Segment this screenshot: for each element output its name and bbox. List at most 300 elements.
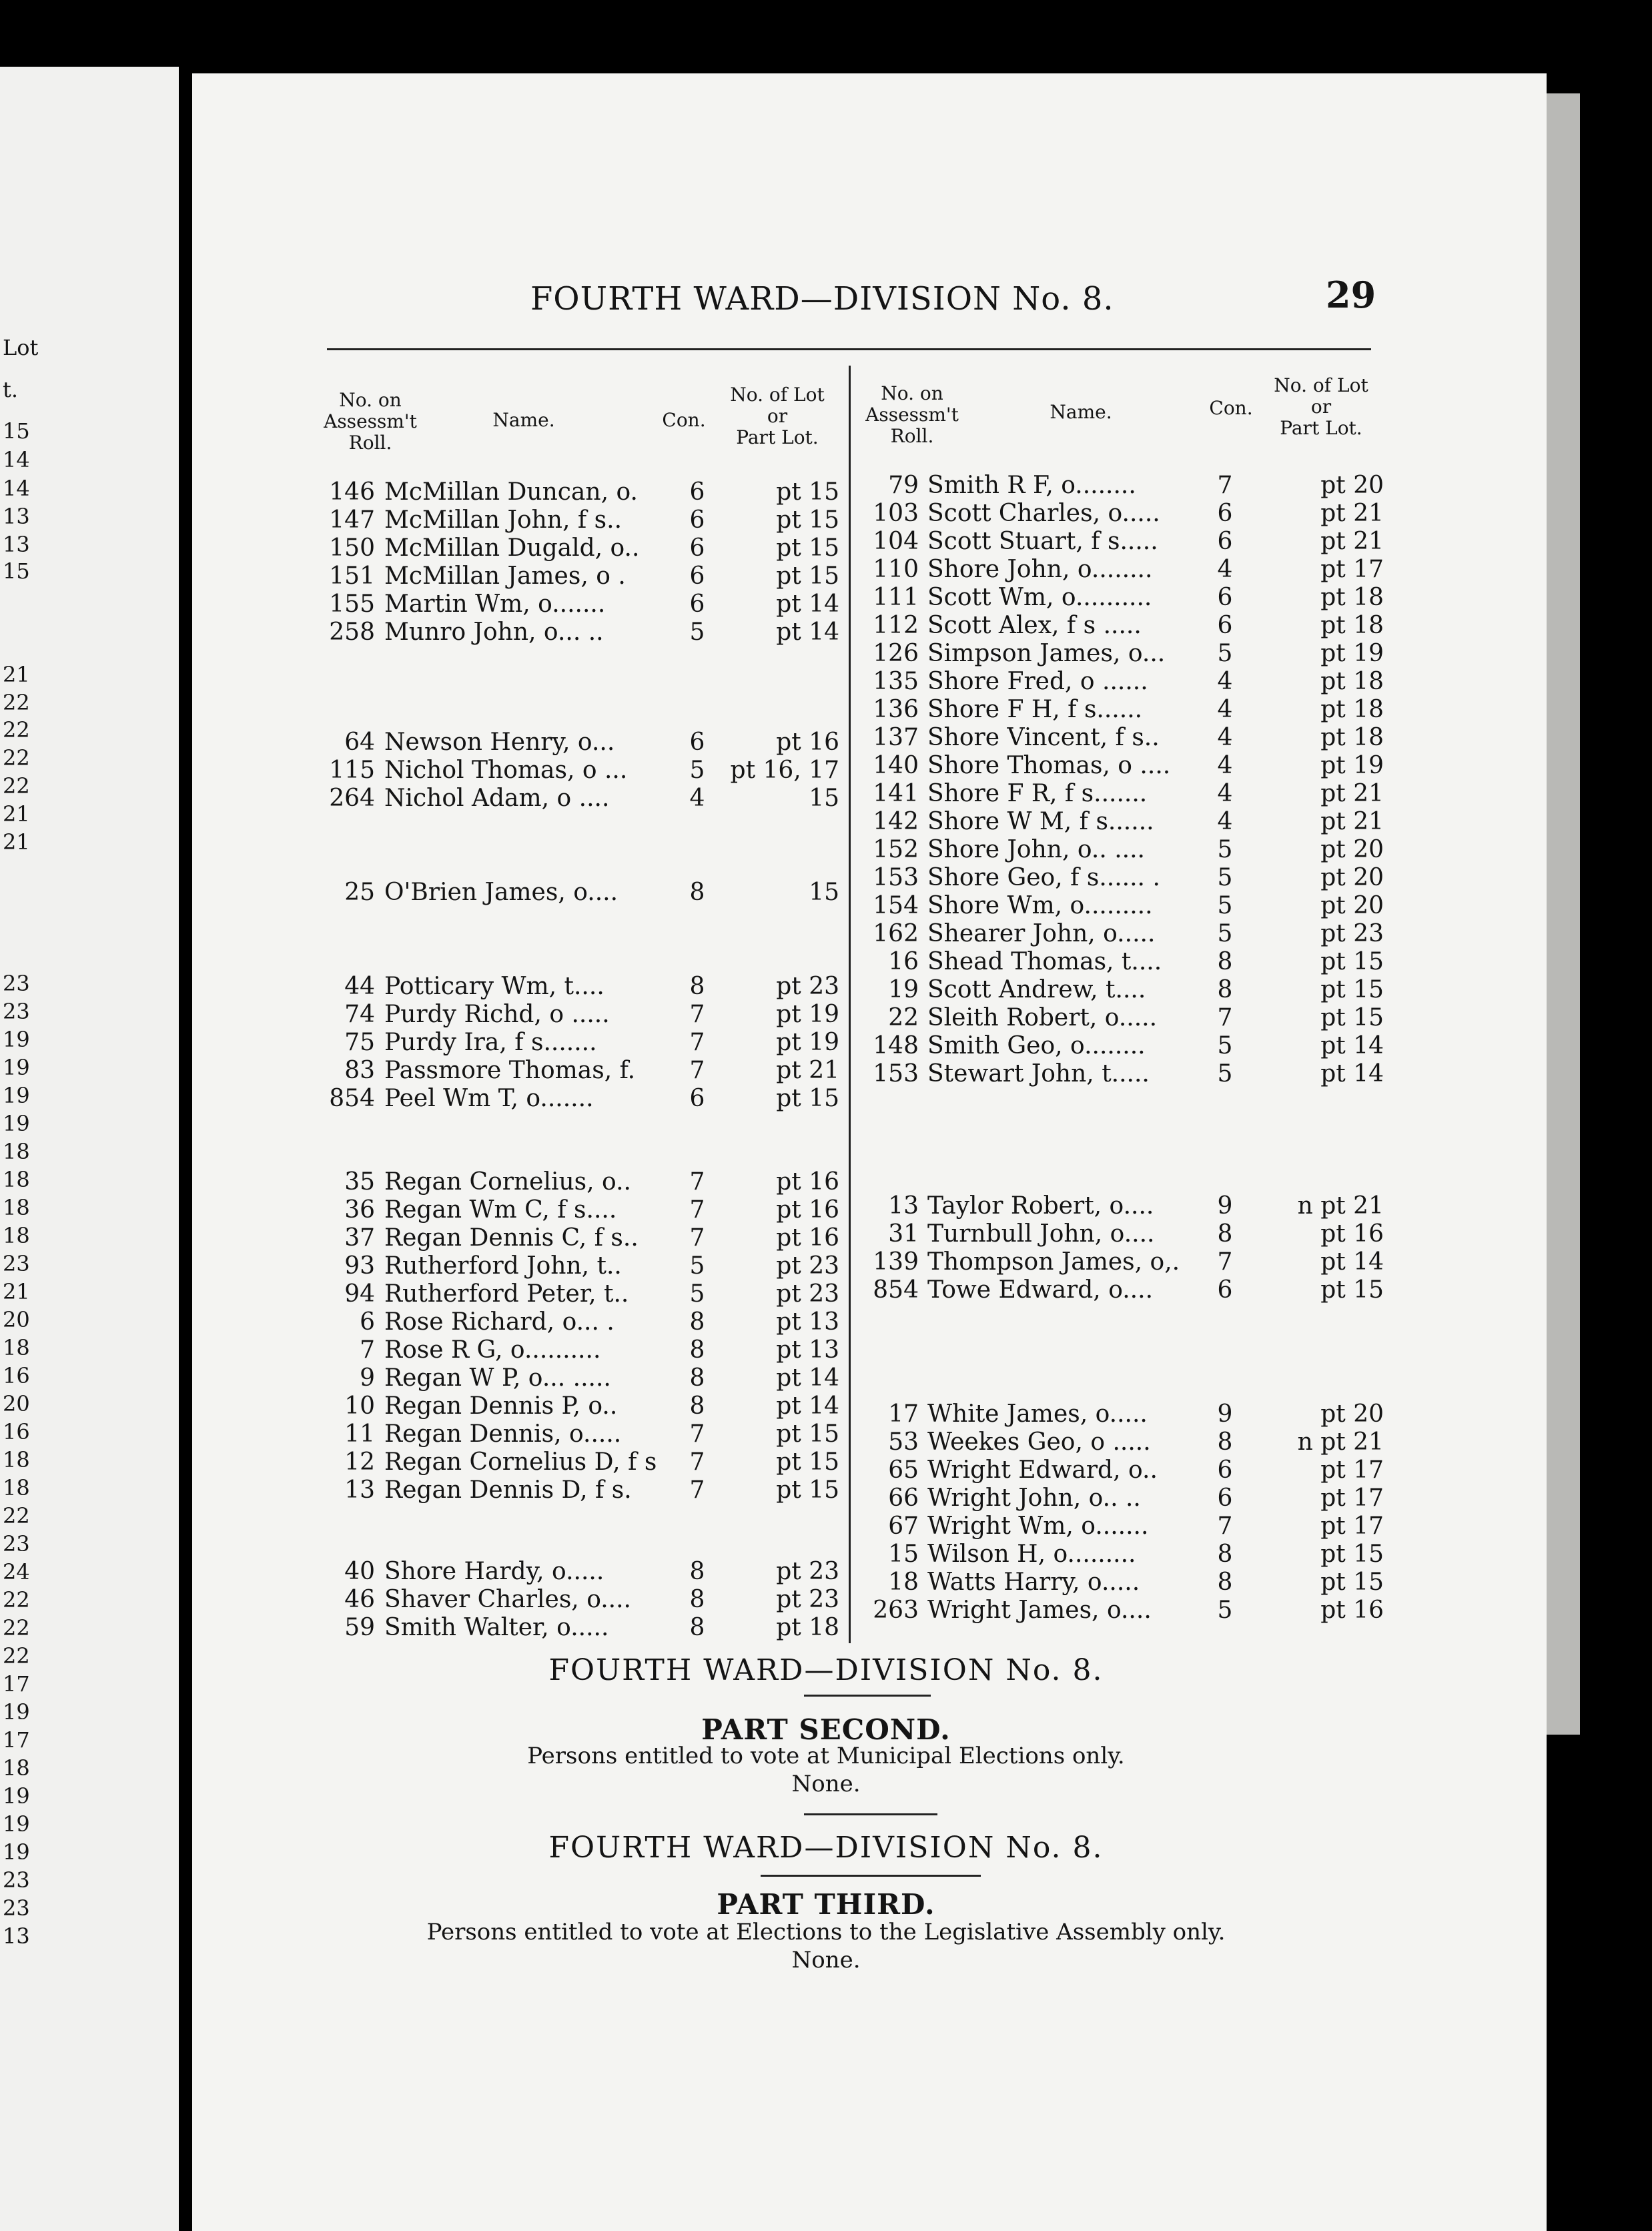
- margin-number: 22: [3, 1503, 30, 1528]
- margin-number: 13: [3, 504, 30, 529]
- entry-number: 147: [329, 506, 375, 534]
- table-row: [855, 584, 1389, 611]
- entry-name: Nichol Adam, o ....: [384, 785, 610, 812]
- table-row: [855, 781, 1389, 807]
- margin-number: 23: [3, 971, 30, 996]
- entry-number: 151: [329, 562, 375, 590]
- entry-number: 111: [873, 584, 919, 611]
- entry-number: 142: [873, 808, 919, 835]
- entry-number: 155: [329, 590, 375, 618]
- margin-number: 18: [3, 1195, 30, 1220]
- entry-concession: 4: [1217, 556, 1233, 583]
- table-row: [855, 1541, 1389, 1568]
- entry-concession: 6: [1217, 500, 1233, 527]
- entry-lot: pt 18: [1320, 724, 1384, 751]
- table-row: [855, 472, 1389, 499]
- entry-concession: 6: [1217, 528, 1233, 555]
- col-header-lot: No. of Lot or Part Lot.: [730, 384, 825, 448]
- entry-number: 854: [873, 1276, 919, 1304]
- table-row: [314, 757, 841, 784]
- entry-concession: 9: [1217, 1192, 1233, 1220]
- entry-concession: 6: [689, 1085, 705, 1112]
- margin-number: 22: [3, 1587, 30, 1613]
- entry-lot: pt 20: [1320, 864, 1384, 891]
- entry-lot: pt 15: [1320, 948, 1384, 975]
- entry-number: 36: [344, 1196, 375, 1224]
- entry-concession: 8: [1217, 948, 1233, 975]
- margin-number: 15: [3, 418, 30, 444]
- entry-number: 135: [873, 668, 919, 695]
- table-row: [314, 1365, 841, 1392]
- entry-lot: pt 20: [1320, 1400, 1384, 1428]
- entry-lot: pt 14: [1320, 1060, 1384, 1087]
- entry-lot: pt 15: [1320, 1276, 1384, 1304]
- part-third-description: Persons entitled to vote at Elections to the Legislative Assembly only.: [426, 1919, 1226, 1945]
- entry-lot: pt 14: [776, 1392, 839, 1420]
- entry-concession: 4: [1217, 780, 1233, 807]
- entry-number: 11: [344, 1420, 375, 1448]
- part-second-description: Persons entitled to vote at Municipal Elections only.: [527, 1743, 1125, 1769]
- entry-number: 67: [888, 1512, 919, 1540]
- entry-lot: pt 21: [1320, 500, 1384, 527]
- entry-number: 74: [344, 1001, 375, 1028]
- entry-lot: pt 23: [776, 1280, 839, 1308]
- entry-lot: pt 23: [1320, 920, 1384, 947]
- table-row: [855, 1249, 1389, 1276]
- entry-lot: n pt 21: [1297, 1428, 1384, 1456]
- table-row: [314, 619, 841, 646]
- margin-number: 21: [3, 1279, 30, 1304]
- entry-lot: 15: [809, 785, 839, 812]
- entry-name: Purdy Ira, f s.......: [384, 1029, 597, 1056]
- entry-concession: 8: [1217, 1220, 1233, 1248]
- margin-number: 19: [3, 1055, 30, 1080]
- table-row: [314, 1029, 841, 1056]
- entry-concession: 5: [689, 1252, 705, 1280]
- entry-lot: pt 20: [1320, 892, 1384, 919]
- entry-concession: 7: [689, 1224, 705, 1252]
- part-third-title: PART THIRD.: [717, 1888, 935, 1921]
- entry-number: 103: [873, 500, 919, 527]
- table-row: [855, 725, 1389, 751]
- margin-number: 19: [3, 1783, 30, 1809]
- entry-concession: 7: [1217, 1512, 1233, 1540]
- table-row: [855, 865, 1389, 891]
- table-row: [314, 1225, 841, 1252]
- entry-concession: 6: [689, 534, 705, 562]
- margin-number: 18: [3, 1335, 30, 1360]
- entry-name: Smith Walter, o.....: [384, 1614, 609, 1641]
- entry-name: Watts Harry, o.....: [927, 1569, 1140, 1596]
- entry-lot: pt 20: [1320, 836, 1384, 863]
- margin-number: t.: [3, 377, 19, 402]
- table-row: [855, 668, 1389, 695]
- col-header-lot: No. of Lot or Part Lot.: [1274, 374, 1368, 439]
- table-row: [314, 1449, 841, 1476]
- entry-name: Shore F H, f s......: [927, 696, 1143, 723]
- margin-number: 17: [3, 1671, 30, 1697]
- entry-lot: pt 19: [1320, 640, 1384, 667]
- entry-concession: 5: [1217, 1597, 1233, 1624]
- table-row: [855, 500, 1389, 527]
- margin-number: 21: [3, 662, 30, 687]
- entry-name: Rose R G, o..........: [384, 1336, 601, 1364]
- entry-number: 112: [873, 612, 919, 639]
- entry-lot: pt 20: [1320, 472, 1384, 499]
- entry-lot: pt 15: [776, 1448, 839, 1476]
- entry-concession: 4: [1217, 752, 1233, 779]
- margin-number: Lot: [3, 335, 39, 360]
- col-header-no: No. on Assessm't Roll.: [324, 389, 417, 454]
- col-header-con: Con.: [662, 409, 706, 431]
- section-rule: [804, 1813, 937, 1815]
- entry-number: 53: [888, 1428, 919, 1456]
- table-row: [314, 785, 841, 812]
- entry-name: Regan Wm C, f s....: [384, 1196, 617, 1224]
- entry-concession: 8: [689, 1392, 705, 1420]
- entry-number: 263: [873, 1597, 919, 1624]
- margin-number: 23: [3, 1867, 30, 1893]
- margin-number: 23: [3, 1895, 30, 1921]
- margin-number: 14: [3, 476, 30, 501]
- entry-number: 162: [873, 920, 919, 947]
- table-row: [855, 1005, 1389, 1031]
- entry-number: 12: [344, 1448, 375, 1476]
- table-row: [855, 1485, 1389, 1512]
- table-row: [314, 535, 841, 562]
- entry-concession: 8: [1217, 1428, 1233, 1456]
- entry-number: 136: [873, 696, 919, 723]
- entry-number: 13: [888, 1192, 919, 1220]
- entry-name: Regan Cornelius, o..: [384, 1168, 631, 1196]
- entry-lot: pt 15: [776, 562, 839, 590]
- table-row: [855, 612, 1389, 639]
- entry-concession: 8: [1217, 1540, 1233, 1568]
- table-row: [314, 591, 841, 618]
- table-row: [314, 1001, 841, 1028]
- margin-number: 18: [3, 1755, 30, 1781]
- table-row: [314, 507, 841, 534]
- entry-name: Wright Edward, o..: [927, 1456, 1158, 1484]
- entry-concession: 8: [1217, 1569, 1233, 1596]
- entry-lot: pt 21: [776, 1057, 839, 1084]
- entry-concession: 6: [1217, 1276, 1233, 1304]
- entry-lot: n pt 21: [1297, 1192, 1384, 1220]
- entry-number: 22: [888, 1004, 919, 1031]
- entry-number: 59: [344, 1614, 375, 1641]
- table-row: [314, 1421, 841, 1448]
- entry-name: Regan W P, o... .....: [384, 1364, 611, 1392]
- entry-concession: 5: [1217, 892, 1233, 919]
- entry-number: 40: [344, 1558, 375, 1585]
- margin-number: 19: [3, 1839, 30, 1865]
- entry-number: 46: [344, 1586, 375, 1613]
- table-row: [855, 1277, 1389, 1304]
- table-row: [855, 1061, 1389, 1087]
- entry-name: O'Brien James, o....: [384, 879, 618, 906]
- entry-lot: pt 19: [776, 1029, 839, 1056]
- entry-lot: pt 15: [776, 506, 839, 534]
- margin-number: 22: [3, 773, 30, 799]
- entry-name: Stewart John, t.....: [927, 1060, 1150, 1087]
- entry-lot: pt 23: [776, 1586, 839, 1613]
- entry-number: 65: [888, 1456, 919, 1484]
- entry-name: Shead Thomas, t....: [927, 948, 1162, 975]
- margin-number: 19: [3, 1027, 30, 1052]
- entry-lot: pt 14: [1320, 1248, 1384, 1276]
- col-header-con: Con.: [1209, 397, 1253, 419]
- table-row: [855, 528, 1389, 555]
- margin-number: 15: [3, 558, 30, 584]
- entry-name: Scott Alex, f s .....: [927, 612, 1142, 639]
- entry-concession: 7: [1217, 1248, 1233, 1276]
- entry-lot: pt 18: [1320, 696, 1384, 723]
- entry-number: 25: [344, 879, 375, 906]
- margin-number: 20: [3, 1391, 30, 1416]
- entry-name: Regan Dennis P, o..: [384, 1392, 618, 1420]
- entry-lot: pt 16: [1320, 1597, 1384, 1624]
- entry-number: 13: [344, 1476, 375, 1504]
- entry-concession: 7: [689, 1168, 705, 1196]
- entry-name: Passmore Thomas, f.: [384, 1057, 636, 1084]
- entry-concession: 5: [689, 757, 705, 784]
- entry-name: Shore Hardy, o.....: [384, 1558, 604, 1585]
- page-number: 29: [1326, 274, 1376, 316]
- entry-lot: pt 18: [1320, 668, 1384, 695]
- table-row: [314, 973, 841, 1000]
- entry-lot: pt 15: [776, 1476, 839, 1504]
- entry-name: Wilson H, o.........: [927, 1540, 1136, 1568]
- entry-number: 6: [360, 1308, 375, 1336]
- table-row: [314, 1558, 841, 1585]
- col-header-name: Name.: [1050, 401, 1112, 423]
- entry-name: Shore Thomas, o ....: [927, 752, 1171, 779]
- entry-name: Rutherford Peter, t..: [384, 1280, 629, 1308]
- entry-name: Turnbull John, o....: [927, 1220, 1155, 1248]
- table-row: [855, 949, 1389, 975]
- entry-concession: 7: [689, 1001, 705, 1028]
- entry-concession: 6: [689, 478, 705, 506]
- entry-concession: 5: [689, 618, 705, 646]
- margin-number: 16: [3, 1419, 30, 1444]
- entry-number: 83: [344, 1057, 375, 1084]
- entry-concession: 6: [1217, 1456, 1233, 1484]
- entry-name: Nichol Thomas, o ...: [384, 757, 628, 784]
- entry-number: 79: [888, 472, 919, 499]
- margin-number: 23: [3, 999, 30, 1024]
- entry-lot: pt 14: [1320, 1032, 1384, 1059]
- entry-lot: pt 17: [1320, 1484, 1384, 1512]
- entry-concession: 7: [1217, 472, 1233, 499]
- entry-concession: 8: [689, 1308, 705, 1336]
- entry-name: Shore Fred, o ......: [927, 668, 1148, 695]
- table-row: [855, 1597, 1389, 1624]
- table-row: [314, 1197, 841, 1224]
- entry-lot: pt 15: [1320, 976, 1384, 1003]
- entry-name: Taylor Robert, o....: [927, 1192, 1154, 1220]
- entry-number: 94: [344, 1280, 375, 1308]
- entry-number: 153: [873, 864, 919, 891]
- entry-concession: 6: [1217, 584, 1233, 611]
- margin-number: 20: [3, 1307, 30, 1332]
- entry-number: 7: [360, 1336, 375, 1364]
- entry-number: 64: [344, 729, 375, 756]
- entry-lot: pt 15: [776, 1085, 839, 1112]
- entry-number: 15: [888, 1540, 919, 1568]
- entry-concession: 5: [1217, 1060, 1233, 1087]
- entry-lot: pt 14: [776, 618, 839, 646]
- entry-number: 19: [888, 976, 919, 1003]
- col-header-no: No. on Assessm't Roll.: [865, 382, 959, 447]
- entry-lot: pt 14: [776, 590, 839, 618]
- entry-name: Purdy Richd, o .....: [384, 1001, 610, 1028]
- margin-number: 22: [3, 690, 30, 715]
- entry-concession: 8: [689, 1614, 705, 1641]
- entry-lot: pt 16: [776, 729, 839, 756]
- entry-concession: 6: [689, 506, 705, 534]
- entry-lot: pt 21: [1320, 528, 1384, 555]
- entry-concession: 4: [1217, 808, 1233, 835]
- margin-number: 18: [3, 1167, 30, 1192]
- table-row: [314, 563, 841, 590]
- entry-lot: pt 18: [1320, 612, 1384, 639]
- table-row: [314, 1085, 841, 1112]
- table-row: [855, 1221, 1389, 1248]
- entry-concession: 8: [689, 879, 705, 906]
- table-row: [314, 1169, 841, 1196]
- table-row: [314, 1281, 841, 1308]
- entry-name: Scott Wm, o..........: [927, 584, 1152, 611]
- entry-number: 35: [344, 1168, 375, 1196]
- entry-name: Towe Edward, o....: [927, 1276, 1154, 1304]
- table-row: [314, 479, 841, 506]
- entry-name: White James, o.....: [927, 1400, 1148, 1428]
- margin-number: 13: [3, 1923, 30, 1949]
- entry-number: 154: [873, 892, 919, 919]
- margin-number: 18: [3, 1139, 30, 1164]
- entry-name: Regan Cornelius D, f s: [384, 1448, 657, 1476]
- entry-lot: pt 16: [776, 1168, 839, 1196]
- margin-number: 14: [3, 447, 30, 472]
- margin-number: 13: [3, 532, 30, 557]
- entry-concession: 5: [1217, 1032, 1233, 1059]
- entry-name: Potticary Wm, t....: [384, 973, 604, 1000]
- entry-name: Wright James, o....: [927, 1597, 1152, 1624]
- entry-name: Wright Wm, o.......: [927, 1512, 1149, 1540]
- table-row: [855, 1429, 1389, 1456]
- table-row: [314, 1253, 841, 1280]
- entry-concession: 7: [689, 1196, 705, 1224]
- table-row: [855, 921, 1389, 947]
- entry-number: 44: [344, 973, 375, 1000]
- entry-number: 18: [888, 1569, 919, 1596]
- table-row: [855, 1401, 1389, 1428]
- part-second-none: None.: [791, 1771, 861, 1797]
- part-third-none: None.: [791, 1947, 861, 1973]
- table-row: [855, 1193, 1389, 1220]
- entry-concession: 6: [689, 590, 705, 618]
- entry-number: 16: [888, 948, 919, 975]
- entry-concession: 6: [689, 562, 705, 590]
- section-rule: [804, 1695, 931, 1697]
- entry-number: 258: [329, 618, 375, 646]
- entry-concession: 8: [689, 1336, 705, 1364]
- margin-number: 21: [3, 829, 30, 855]
- margin-number: 23: [3, 1251, 30, 1276]
- entry-concession: 8: [689, 1558, 705, 1585]
- entry-lot: 15: [809, 879, 839, 906]
- entry-number: 152: [873, 836, 919, 863]
- entry-name: Regan Dennis, o.....: [384, 1420, 622, 1448]
- entry-number: 140: [873, 752, 919, 779]
- entry-concession: 8: [689, 1586, 705, 1613]
- entry-lot: pt 23: [776, 973, 839, 1000]
- page-title: FOURTH WARD—DIVISION No. 8.: [530, 280, 1114, 318]
- entry-name: Sleith Robert, o.....: [927, 1004, 1158, 1031]
- section-rule: [761, 1875, 981, 1877]
- entry-lot: pt 16: [776, 1196, 839, 1224]
- entry-name: Wright John, o.. ..: [927, 1484, 1141, 1512]
- entry-name: Regan Dennis C, f s..: [384, 1224, 639, 1252]
- entry-number: 37: [344, 1224, 375, 1252]
- entry-name: McMillan Dugald, o..: [384, 534, 640, 562]
- margin-number: 18: [3, 1447, 30, 1472]
- margin-number: 19: [3, 1811, 30, 1837]
- entry-name: McMillan James, o .: [384, 562, 626, 590]
- table-row: [855, 640, 1389, 667]
- margin-number: 19: [3, 1699, 30, 1725]
- entry-lot: pt 15: [1320, 1004, 1384, 1031]
- entry-lot: pt 16, 17: [730, 757, 839, 784]
- entry-name: Shore Geo, f s...... .: [927, 864, 1160, 891]
- entry-number: 141: [873, 780, 919, 807]
- entry-name: McMillan John, f s..: [384, 506, 623, 534]
- entry-name: Shaver Charles, o....: [384, 1586, 632, 1613]
- part-third-heading: FOURTH WARD—DIVISION No. 8.: [548, 1831, 1104, 1865]
- margin-number: 24: [3, 1559, 30, 1585]
- entry-lot: pt 17: [1320, 1456, 1384, 1484]
- entry-name: Peel Wm T, o.......: [384, 1085, 594, 1112]
- entry-concession: 7: [689, 1420, 705, 1448]
- entry-name: Weekes Geo, o .....: [927, 1428, 1151, 1456]
- entry-lot: pt 17: [1320, 556, 1384, 583]
- entry-number: 9: [360, 1364, 375, 1392]
- entry-name: Rose Richard, o... .: [384, 1308, 614, 1336]
- table-row: [855, 1457, 1389, 1484]
- entry-lot: pt 16: [776, 1224, 839, 1252]
- entry-concession: 8: [1217, 976, 1233, 1003]
- entry-name: Shore John, o........: [927, 556, 1153, 583]
- entry-concession: 4: [1217, 724, 1233, 751]
- entry-lot: pt 18: [776, 1614, 839, 1641]
- entry-name: Scott Stuart, f s.....: [927, 528, 1158, 555]
- entry-lot: pt 14: [776, 1364, 839, 1392]
- table-row: [855, 697, 1389, 723]
- entry-lot: pt 21: [1320, 780, 1384, 807]
- entry-number: 104: [873, 528, 919, 555]
- margin-number: 19: [3, 1083, 30, 1108]
- entry-concession: 4: [1217, 668, 1233, 695]
- margin-number: 21: [3, 801, 30, 827]
- entry-lot: pt 16: [1320, 1220, 1384, 1248]
- entry-lot: pt 18: [1320, 584, 1384, 611]
- entry-concession: 9: [1217, 1400, 1233, 1428]
- entry-concession: 5: [689, 1280, 705, 1308]
- margin-number: 18: [3, 1223, 30, 1248]
- table-row: [314, 1309, 841, 1336]
- header-rule: [327, 348, 1371, 350]
- entry-lot: pt 19: [1320, 752, 1384, 779]
